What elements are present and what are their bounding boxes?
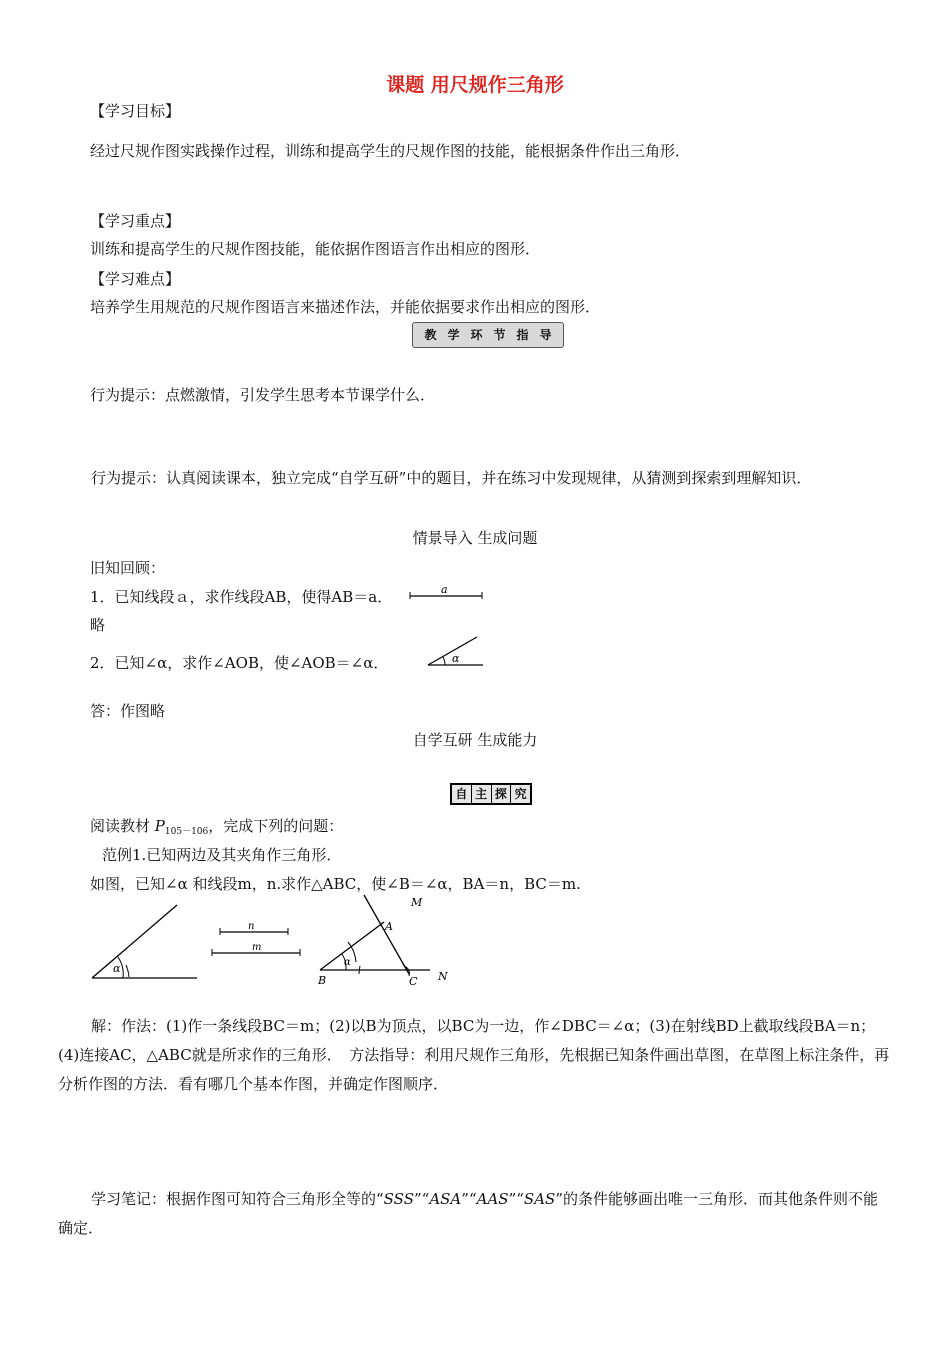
segments-n-m-figure bbox=[210, 920, 305, 960]
example-description: 如图，已知∠α 和线段m，n.求作△ABC，使∠B＝∠α，BA＝n，BC＝m. bbox=[90, 875, 581, 893]
point-b-label: B bbox=[318, 974, 327, 987]
reading-prefix: 阅读教材 bbox=[90, 817, 151, 835]
note-prefix: 学习笔记：根据作图可知符合三角形全等的“ bbox=[91, 1190, 384, 1208]
banner-char: 指 bbox=[516, 328, 529, 342]
objective-heading: 【学习目标】 bbox=[90, 102, 181, 120]
question-1: 1．已知线段ａ，求作线段AB，使得AB＝a． bbox=[90, 588, 393, 606]
teaching-guide-banner bbox=[412, 322, 564, 348]
focus-text: 训练和提高学生的尺规作图技能，能依据作图语言作出相应的图形． bbox=[90, 240, 541, 258]
question-2-answer: 答：作图略 bbox=[90, 702, 166, 720]
banner-char: 导 bbox=[539, 328, 552, 342]
objective-text: 经过尺规作图实践操作过程，训练和提高学生的尺规作图的技能，能根据条件作出三角形． bbox=[90, 142, 691, 160]
note-aas: AAS bbox=[476, 1190, 509, 1208]
triangle-abc-figure bbox=[312, 892, 457, 992]
point-a-label: A bbox=[385, 920, 393, 933]
point-c-label: C bbox=[409, 975, 418, 988]
figure-alpha-label: α bbox=[344, 957, 351, 968]
reading-suffix: ，完成下列的问题： bbox=[208, 817, 344, 835]
segment-a-label: a bbox=[441, 583, 448, 596]
banner-char: 节 bbox=[493, 328, 506, 342]
difficulty-text: 培养学生用规范的尺规作图语言来描述作法，并能依据要求作出相应的图形． bbox=[90, 298, 601, 316]
segment-m-label: m bbox=[252, 942, 262, 953]
section-heading-self-study: 自学互研 生成能力 bbox=[412, 731, 538, 749]
question-1-answer: 略 bbox=[90, 616, 106, 634]
note-sss: SSS bbox=[383, 1190, 414, 1208]
point-n-label: N bbox=[438, 970, 448, 983]
tag-char: 究 bbox=[511, 785, 530, 803]
note-suffix: ”的条件能够画出唯一三角形．而其他条件则不能确定． bbox=[58, 1190, 878, 1237]
focus-heading: 【学习重点】 bbox=[90, 212, 181, 230]
review-label: 旧知回顾： bbox=[90, 559, 166, 577]
difficulty-heading: 【学习难点】 bbox=[90, 270, 181, 288]
banner-char: 教 bbox=[424, 328, 437, 342]
banner-char: 环 bbox=[470, 328, 483, 342]
study-note: 学习笔记：根据作图可知符合三角形全等的“SSS”“ASA”“AAS”“SAS”的条件能够画出唯一三角形．而其他条件则不能确定． bbox=[58, 1190, 878, 1237]
tag-char: 自 bbox=[452, 785, 472, 803]
banner-char: 学 bbox=[447, 328, 460, 342]
note-asa: ASA bbox=[429, 1190, 462, 1208]
behavior-hint-2: 行为提示：认真阅读课本，独立完成“自学互研”中的题目，并在练习中发现规律，从猜测到探索到理解知识． bbox=[91, 469, 812, 487]
solution-text: 解：作法：(1)作一条线段BC＝m；(2)以B为顶点，以BC为一边，作∠DBC＝∠α；(3)在射线BD上截取线段BA＝n；(4)连接AC，△ABC就是所求作的三角形． 方法指导：利用尺规作三角形，先根据已知条件画出草图，在草图上标注条件，再分析作图的方法．看有哪几个基本作图，并确定作图顺序． bbox=[58, 1017, 890, 1093]
segment-n-label: n bbox=[248, 921, 255, 932]
self-explore-tag bbox=[450, 783, 532, 805]
behavior-hint-1: 行为提示：点燃激情，引发学生思考本节课学什么． bbox=[90, 386, 436, 404]
section-heading-intro: 情景导入 生成问题 bbox=[412, 529, 538, 547]
reading-instruction bbox=[90, 815, 343, 837]
reading-p: P bbox=[154, 817, 165, 835]
reading-pages: 105－106 bbox=[164, 827, 209, 837]
question-2: 2．已知∠α，求作∠AOB，使∠AOB＝∠α． bbox=[90, 654, 389, 672]
page-title: 课题 用尺规作三角形 bbox=[386, 74, 564, 96]
tag-char: 主 bbox=[472, 785, 492, 803]
point-m-label: M bbox=[411, 896, 423, 909]
segment-a-figure bbox=[408, 584, 488, 604]
angle-alpha-small-figure bbox=[425, 635, 487, 670]
tag-char: 探 bbox=[492, 785, 512, 803]
angle-alpha-figure bbox=[85, 900, 205, 985]
example-title: 范例1.已知两边及其夹角作三角形． bbox=[102, 846, 342, 864]
note-sas: SAS bbox=[523, 1190, 556, 1208]
figure-alpha-label: α bbox=[113, 962, 121, 975]
angle-alpha-label: α bbox=[452, 652, 460, 665]
